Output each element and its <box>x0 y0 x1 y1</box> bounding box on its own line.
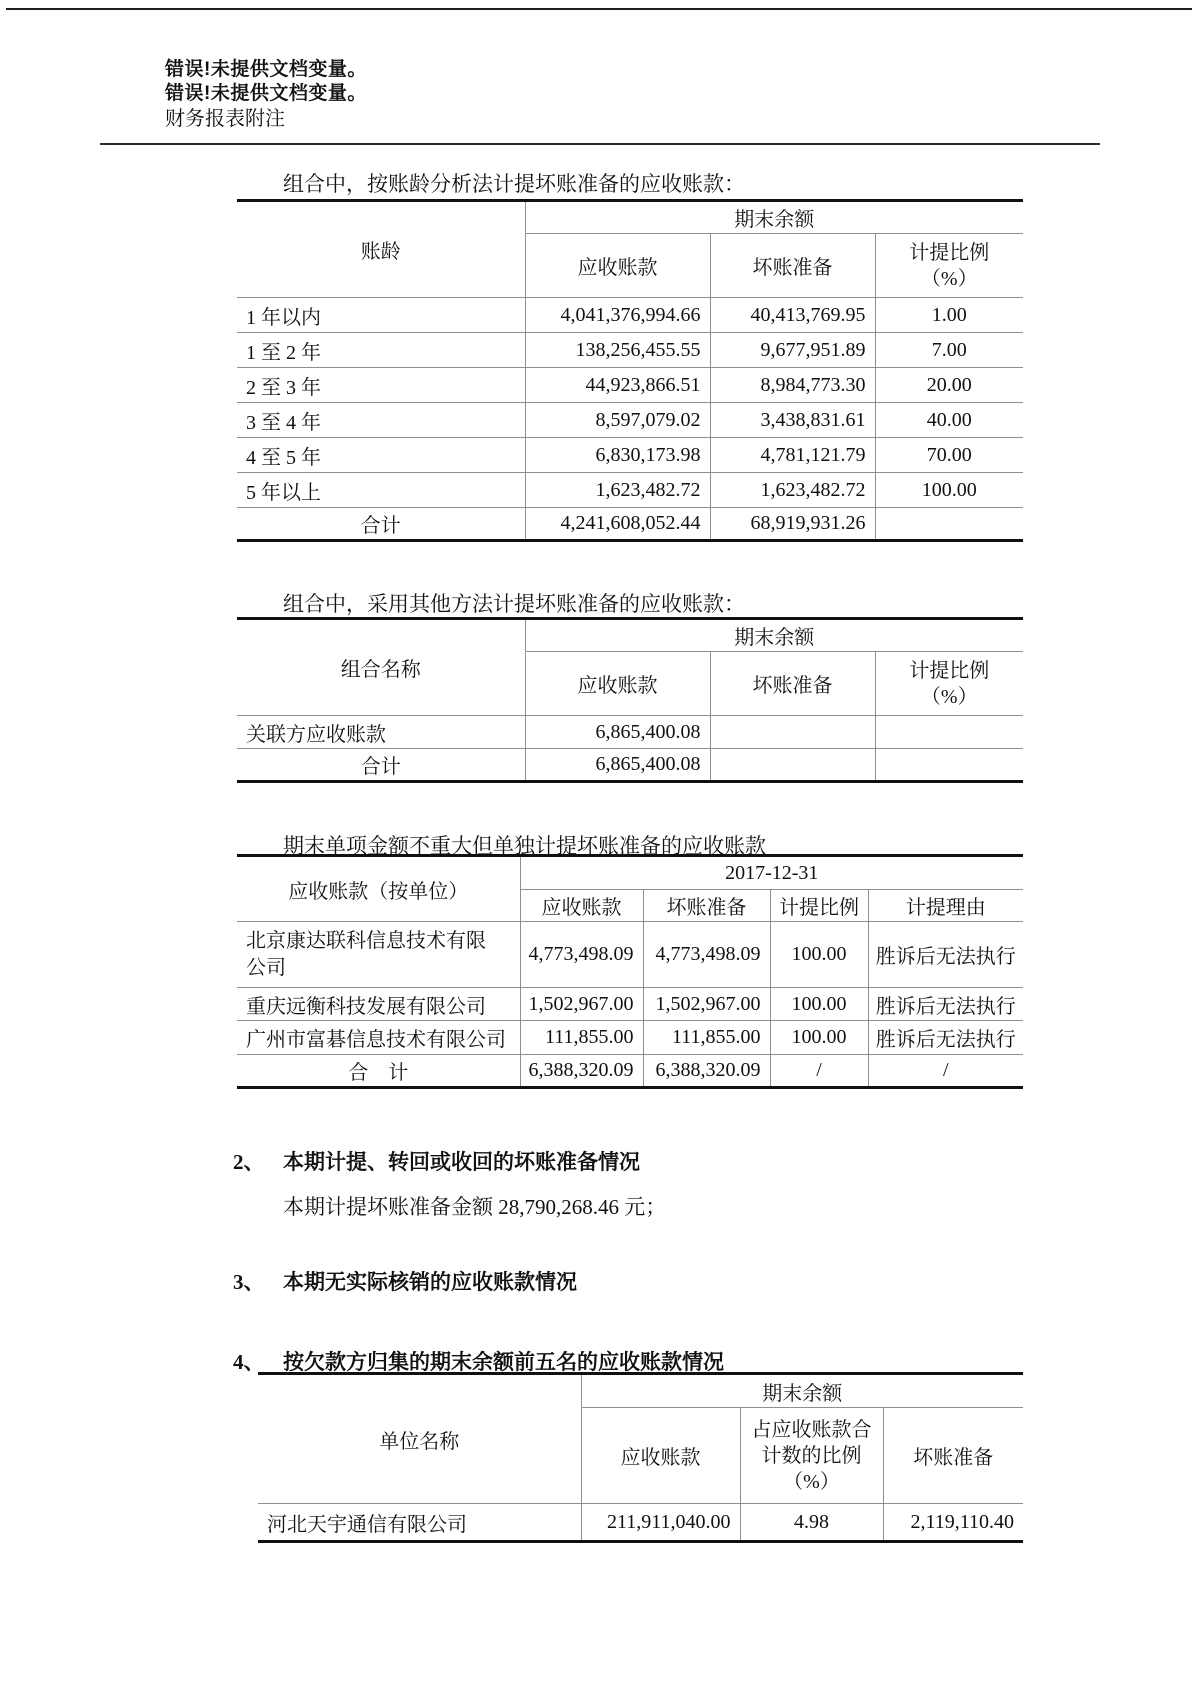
section-4-number: 4、 <box>233 1350 265 1374</box>
total-label-cell: 合计 <box>237 508 525 541</box>
bad-debt-cell: 8,984,773.30 <box>710 368 875 403</box>
ratio-column-header <box>875 652 1023 716</box>
ratio-total-cell: / <box>770 1055 868 1088</box>
table-row <box>237 988 1023 1021</box>
ratio-cell: 20.00 <box>875 368 1023 403</box>
group-header-row <box>237 856 1023 890</box>
entity-cell: 河北天宇通信有限公司 <box>258 1504 581 1542</box>
reason-cell: 胜诉后无法执行 <box>868 1021 1023 1055</box>
table-row <box>237 333 1023 368</box>
group-header-row <box>237 201 1023 234</box>
date-group-header: 2017-12-31 <box>520 856 1023 890</box>
page-top-border <box>6 8 1192 10</box>
receivable-cell: 1,623,482.72 <box>525 473 710 508</box>
ratio-total-cell <box>875 749 1023 782</box>
bad-debt-cell: 2,119,110.40 <box>883 1504 1023 1542</box>
total-label-cell: 合 计 <box>237 1055 520 1088</box>
reason-cell: 胜诉后无法执行 <box>868 988 1023 1021</box>
aging-cell: 1 至 2 年 <box>237 333 525 368</box>
bad-debt-cell <box>710 716 875 749</box>
reason-total-cell: / <box>868 1055 1023 1088</box>
total-row <box>237 508 1023 541</box>
proportion-column-header <box>740 1408 883 1504</box>
proportion-header-line3: （%） <box>783 1470 840 1493</box>
ratio-column-header: 计提比例 <box>770 890 868 922</box>
ratio-header-line1: 计提比例 <box>909 241 990 264</box>
receivable-cell: 1,502,967.00 <box>520 988 643 1021</box>
proportion-header-line2: 计数的比例 <box>761 1444 862 1467</box>
closing-balance-group-header: 期末余额 <box>525 201 1023 234</box>
aging-cell: 2 至 3 年 <box>237 368 525 403</box>
ratio-cell: 100.00 <box>770 988 868 1021</box>
table-row <box>237 1021 1023 1055</box>
reason-column-header: 计提理由 <box>868 890 1023 922</box>
ratio-cell: 100.00 <box>875 473 1023 508</box>
doc-variable-error-line-2: 错误!未提供文档变量。 <box>165 83 367 104</box>
proportion-header-line1: 占应收账款合 <box>751 1418 872 1441</box>
aging-cell: 1 年以内 <box>237 298 525 333</box>
section-2-number: 2、 <box>233 1150 265 1174</box>
receivable-cell: 44,923,866.51 <box>525 368 710 403</box>
ratio-header-line2: （%） <box>920 685 978 708</box>
aging-cell: 4 至 5 年 <box>237 438 525 473</box>
portfolio-cell: 关联方应收账款 <box>237 716 525 749</box>
ratio-header-line2: （%） <box>920 267 978 290</box>
bad-debt-total-cell: 68,919,931.26 <box>710 508 875 541</box>
receivable-column-header: 应收账款 <box>525 234 710 298</box>
table-row <box>237 438 1023 473</box>
notes-title: 财务报表附注 <box>165 108 285 130</box>
section-3-heading <box>233 1266 577 1296</box>
bad-debt-cell: 1,623,482.72 <box>710 473 875 508</box>
receivable-cell: 4,773,498.09 <box>520 922 643 988</box>
bad-debt-cell: 1,502,967.00 <box>643 988 770 1021</box>
receivable-column-header: 应收账款 <box>520 890 643 922</box>
document-header <box>165 58 367 131</box>
table-row <box>237 922 1023 988</box>
ratio-header-line1: 计提比例 <box>909 659 990 682</box>
bad-debt-column-header: 坏账准备 <box>883 1408 1023 1504</box>
portfolio-column-header: 组合名称 <box>340 659 421 681</box>
ratio-cell: 100.00 <box>770 922 868 988</box>
bad-debt-column-header: 坏账准备 <box>710 652 875 716</box>
entity-column-header: 应收账款（按单位） <box>288 880 469 903</box>
group-header-row <box>258 1374 1023 1408</box>
receivable-total-cell: 6,388,320.09 <box>520 1055 643 1088</box>
ratio-column-header <box>875 234 1023 298</box>
bad-debt-total-cell: 6,388,320.09 <box>643 1055 770 1088</box>
total-row <box>237 1055 1023 1088</box>
group-header-row <box>237 619 1023 652</box>
table-row <box>237 716 1023 749</box>
individual-provision-table-title: 期末单项金额不重大但单独计提坏账准备的应收账款 <box>283 834 766 858</box>
top-debtors-table <box>258 1372 1023 1543</box>
bad-debt-total-cell <box>710 749 875 782</box>
entity-cell: 重庆远衡科技发展有限公司 <box>237 988 520 1021</box>
receivable-total-cell: 6,865,400.08 <box>525 749 710 782</box>
ratio-cell <box>875 716 1023 749</box>
ratio-cell: 100.00 <box>770 1021 868 1055</box>
table-row <box>237 403 1023 438</box>
bad-debt-cell: 9,677,951.89 <box>710 333 875 368</box>
section-2-heading <box>233 1146 640 1176</box>
entity-cell: 北京康达联科信息技术有限公司 <box>237 922 520 988</box>
receivable-cell: 6,865,400.08 <box>525 716 710 749</box>
table-row <box>258 1504 1023 1542</box>
receivable-column-header: 应收账款 <box>525 652 710 716</box>
section-2-paragraph: 本期计提坏账准备金额 28,790,268.46 元； <box>283 1195 667 1219</box>
aging-column-header: 账龄 <box>360 241 401 263</box>
table-row <box>237 368 1023 403</box>
receivable-cell: 4,041,376,994.66 <box>525 298 710 333</box>
entity-cell: 广州市富碁信息技术有限公司 <box>237 1021 520 1055</box>
receivable-cell: 6,830,173.98 <box>525 438 710 473</box>
bad-debt-column-header: 坏账准备 <box>643 890 770 922</box>
other-method-table-title: 组合中，采用其他方法计提坏账准备的应收账款： <box>283 592 745 616</box>
receivable-cell: 138,256,455.55 <box>525 333 710 368</box>
section-3-number: 3、 <box>233 1270 265 1294</box>
ratio-total-cell <box>875 508 1023 541</box>
receivable-cell: 211,911,040.00 <box>581 1504 740 1542</box>
header-divider <box>100 143 1100 145</box>
bad-debt-cell: 4,781,121.79 <box>710 438 875 473</box>
bad-debt-cell: 111,855.00 <box>643 1021 770 1055</box>
ratio-cell: 70.00 <box>875 438 1023 473</box>
section-3-title: 本期无实际核销的应收账款情况 <box>283 1271 577 1294</box>
reason-cell: 胜诉后无法执行 <box>868 922 1023 988</box>
closing-balance-group-header: 期末余额 <box>525 619 1023 652</box>
bad-debt-cell: 40,413,769.95 <box>710 298 875 333</box>
total-row <box>237 749 1023 782</box>
bad-debt-cell: 4,773,498.09 <box>643 922 770 988</box>
receivable-total-cell: 4,241,608,052.44 <box>525 508 710 541</box>
bad-debt-column-header: 坏账准备 <box>710 234 875 298</box>
bad-debt-cell: 3,438,831.61 <box>710 403 875 438</box>
doc-variable-error-line-1: 错误!未提供文档变量。 <box>165 59 367 80</box>
aging-analysis-table <box>237 199 1023 542</box>
ratio-cell: 40.00 <box>875 403 1023 438</box>
section-4-title: 按欠款方归集的期末余额前五名的应收账款情况 <box>283 1351 724 1374</box>
ratio-cell: 7.00 <box>875 333 1023 368</box>
table-row <box>237 298 1023 333</box>
other-method-table <box>237 617 1023 783</box>
aging-cell: 3 至 4 年 <box>237 403 525 438</box>
individual-provision-table <box>237 854 1023 1089</box>
table-row <box>237 473 1023 508</box>
ratio-cell: 1.00 <box>875 298 1023 333</box>
receivable-column-header: 应收账款 <box>581 1408 740 1504</box>
receivable-cell: 111,855.00 <box>520 1021 643 1055</box>
aging-cell: 5 年以上 <box>237 473 525 508</box>
closing-balance-group-header: 期末余额 <box>581 1374 1023 1408</box>
receivable-cell: 8,597,079.02 <box>525 403 710 438</box>
total-label-cell: 合计 <box>237 749 525 782</box>
aging-table-title: 组合中，按账龄分析法计提坏账准备的应收账款： <box>283 172 745 196</box>
proportion-cell: 4.98 <box>740 1504 883 1542</box>
section-2-title: 本期计提、转回或收回的坏账准备情况 <box>283 1151 640 1174</box>
entity-name-column-header: 单位名称 <box>379 1430 460 1453</box>
